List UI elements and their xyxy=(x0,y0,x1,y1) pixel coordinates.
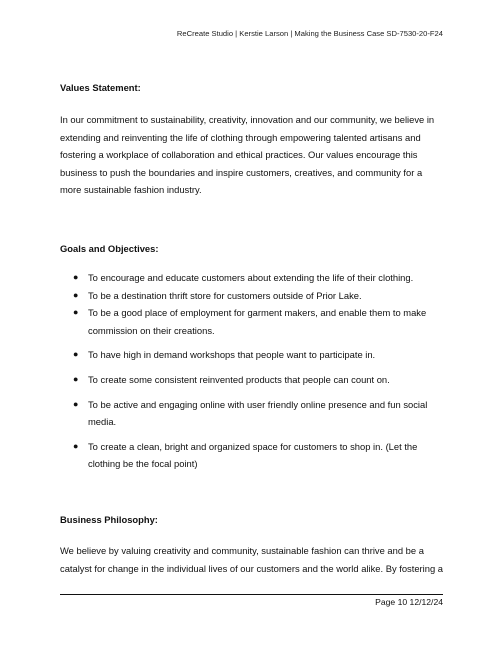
values-statement-heading: Values Statement: xyxy=(60,82,141,93)
bullet-icon: ● xyxy=(73,373,79,384)
goal-text: To be a destination thrift store for customers outside of Prior Lake. xyxy=(88,289,362,301)
list-item xyxy=(60,396,445,431)
document-body xyxy=(60,81,445,577)
values-statement-text: In our commitment to sustainability, creativity, innovation and our community, we believe in extending and reinventing the life of clothing through empowering talented artisans and fostering a workplace of collaboration and ethical practices. Our values encourage this business to push the boundaries and inspire customers, creatives, and community for a more sustainable fashion industry. xyxy=(60,114,435,196)
bullet-icon: ● xyxy=(73,398,79,409)
list-item xyxy=(60,269,445,287)
goals-list xyxy=(60,269,445,473)
footer-divider xyxy=(60,594,443,595)
running-header: ReCreate Studio | Kerstie Larson | Making the Business Case SD-7530-20-F24 xyxy=(176,29,443,38)
business-philosophy-text: We believe by valuing creativity and community, sustainable fashion can thrive and be a catalyst for change in the individual lives of our customers and the world alike. By fostering a xyxy=(60,544,444,574)
bullet-icon: ● xyxy=(73,349,79,360)
list-item xyxy=(60,371,445,389)
list-item xyxy=(60,304,445,339)
goal-text: To encourage and educate customers about extending the life of their clothing. xyxy=(88,271,414,283)
bullet-icon: ● xyxy=(73,289,79,300)
bullet-icon: ● xyxy=(73,271,79,282)
list-item xyxy=(60,346,445,364)
business-philosophy-heading: Business Philosophy: xyxy=(60,513,158,525)
goal-text: To have high in demand workshops that people want to participate in. xyxy=(88,349,376,361)
bullet-icon: ● xyxy=(73,307,79,318)
goal-text: To create a clean, bright and organized space for customers to shop in. (Let the clothing be the focal point) xyxy=(88,440,418,470)
goal-text: To be active and engaging online with user friendly online presence and fun social media. xyxy=(88,398,428,428)
goal-text: To be a good place of employment for garment makers, and enable them to make commission on their creations. xyxy=(88,307,427,336)
list-item xyxy=(60,287,445,305)
goals-objectives-heading: Goals and Objectives: xyxy=(60,242,159,254)
goal-text: To create some consistent reinvented products that people can count on. xyxy=(88,373,390,385)
page-number: Page 10 12/12/24 xyxy=(375,597,443,607)
bullet-icon: ● xyxy=(73,440,79,451)
list-item xyxy=(60,438,445,473)
